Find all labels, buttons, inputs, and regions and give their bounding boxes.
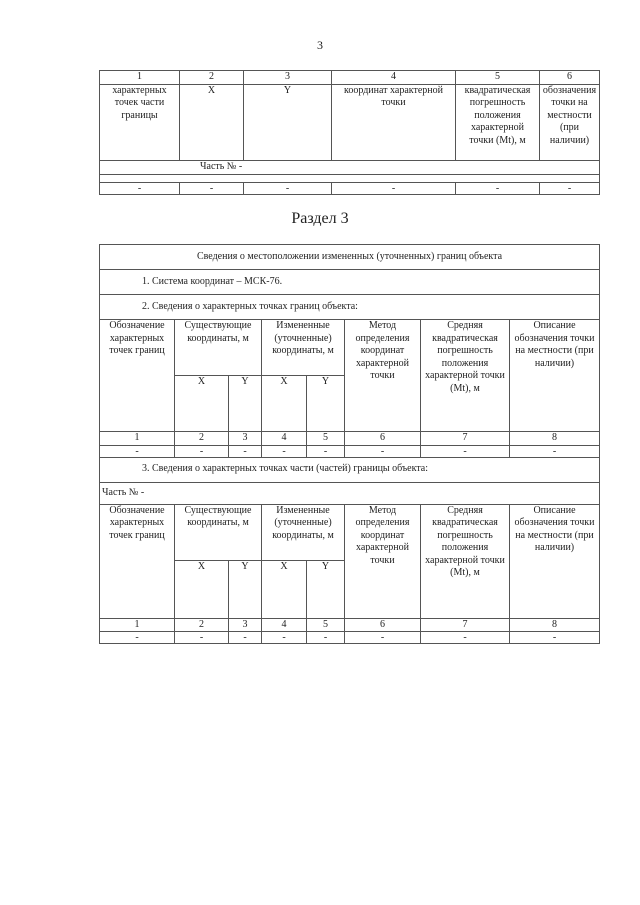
dash-cell: - [229, 445, 262, 457]
col-number: 7 [421, 432, 510, 446]
col-number: 6 [345, 432, 421, 446]
header-error: Средняя квадратическая погрешность положения характерной точки (Mt), м [421, 504, 510, 618]
col-number: 1 [100, 71, 180, 85]
header-cell: характерных точек части границы [100, 84, 180, 160]
header-cell: квадратическая погрешность положения характерной точки (Mt), м [456, 84, 540, 160]
header-x: X [175, 376, 229, 432]
header-changed: Измененные (уточненные) координаты, м [262, 320, 345, 376]
coord-system: 1. Система координат – МСК-76. [100, 270, 600, 295]
page-number: 3 [317, 38, 323, 52]
header-cell: обозначения точки на местности (при наличии) [540, 84, 600, 160]
dash-cell: - [345, 632, 421, 644]
header-cell: координат характерной точки [332, 84, 456, 160]
header-y: Y [307, 560, 345, 618]
header-designation: Обозначение характерных точек границ [100, 320, 175, 432]
dash-cell: - [456, 182, 540, 194]
col-number: 1 [100, 432, 175, 446]
col-number: 3 [229, 618, 262, 632]
col-number: 4 [262, 432, 307, 446]
spacer-row [100, 174, 600, 182]
boundary-points-table [99, 244, 600, 644]
dash-cell: - [510, 445, 600, 457]
dash-cell: - [421, 445, 510, 457]
dash-cell: - [100, 632, 175, 644]
header-cell: Y [244, 84, 332, 160]
dash-cell: - [307, 445, 345, 457]
col-number: 2 [175, 618, 229, 632]
dash-cell: - [175, 445, 229, 457]
header-x: X [262, 560, 307, 618]
dash-cell: - [262, 445, 307, 457]
dash-cell: - [262, 632, 307, 644]
section-title: Раздел 3 [291, 210, 349, 227]
header-description: Описание обозначения точки на местности (при наличии) [510, 504, 600, 618]
col-number: 6 [345, 618, 421, 632]
dash-cell: - [100, 445, 175, 457]
dash-cell: - [540, 182, 600, 194]
dash-cell: - [510, 632, 600, 644]
header-description: Описание обозначения точки на местности (при наличии) [510, 320, 600, 432]
dash-cell: - [307, 632, 345, 644]
dash-cell: - [229, 632, 262, 644]
header-error: Средняя квадратическая погрешность положения характерной точки (Mt), м [421, 320, 510, 432]
col-number: 6 [540, 71, 600, 85]
col-number: 3 [244, 71, 332, 85]
col-number: 1 [100, 618, 175, 632]
dash-cell: - [175, 632, 229, 644]
dash-cell: - [332, 182, 456, 194]
header-y: Y [229, 560, 262, 618]
part-label: Часть № - [100, 482, 600, 504]
col-number: 8 [510, 618, 600, 632]
dash-cell: - [244, 182, 332, 194]
dash-cell: - [180, 182, 244, 194]
col-number: 3 [229, 432, 262, 446]
col-number: 5 [456, 71, 540, 85]
header-x: X [175, 560, 229, 618]
header-existing: Существующие координаты, м [175, 504, 262, 560]
col-number: 2 [180, 71, 244, 85]
col-number: 5 [307, 432, 345, 446]
header-y: Y [307, 376, 345, 432]
col-number: 4 [262, 618, 307, 632]
header-cell: X [180, 84, 244, 160]
continued-points-table [99, 70, 600, 195]
header-designation: Обозначение характерных точек границ [100, 504, 175, 618]
header-existing: Существующие координаты, м [175, 320, 262, 376]
col-number: 4 [332, 71, 456, 85]
subtitle-points: 2. Сведения о характерных точках границ объекта: [100, 295, 600, 320]
header-method: Метод определения координат характерной точки [345, 504, 421, 618]
dash-cell: - [345, 445, 421, 457]
header-y: Y [229, 376, 262, 432]
dash-cell: - [100, 182, 180, 194]
subtitle-part-points: 3. Сведения о характерных точках части (частей) границы объекта: [100, 457, 600, 482]
header-changed: Измененные (уточненные) координаты, м [262, 504, 345, 560]
col-number: 8 [510, 432, 600, 446]
col-number: 7 [421, 618, 510, 632]
header-method: Метод определения координат характерной точки [345, 320, 421, 432]
dash-cell: - [421, 632, 510, 644]
table-title: Сведения о местоположении измененных (уточненных) границ объекта [100, 245, 600, 270]
col-number: 2 [175, 432, 229, 446]
part-label: Часть № - [100, 160, 600, 174]
col-number: 5 [307, 618, 345, 632]
header-x: X [262, 376, 307, 432]
